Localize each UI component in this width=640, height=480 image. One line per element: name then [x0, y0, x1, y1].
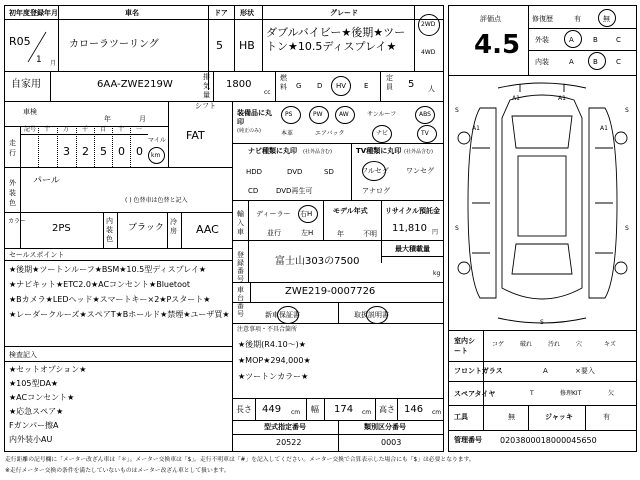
- left-hand: 左H: [301, 229, 314, 237]
- fuel-option-g: G: [296, 82, 302, 90]
- model-code: 6AA-ZWE219W: [97, 79, 173, 90]
- notes-label: 注意事項・不具合箇所: [237, 326, 298, 333]
- room-seat-item: 汚れ: [548, 341, 561, 348]
- fuel-option-d: D: [317, 82, 323, 90]
- repair-no: 無: [603, 15, 610, 23]
- inspector-line: 内外装小AU: [9, 435, 53, 444]
- drive-4wd: 4WD: [421, 49, 436, 56]
- recycle-value: 11,810: [392, 223, 427, 234]
- navi-sd: SD: [324, 168, 334, 176]
- height-label: 高さ: [379, 405, 395, 414]
- diag-label-s-2: S: [625, 107, 629, 114]
- diag-marker-a1-right: A1: [600, 125, 608, 132]
- navi-cd: CD: [248, 187, 259, 195]
- diag-marker-a1-front-left: A1: [512, 95, 520, 102]
- tv-type-label: TV種類に丸印: [356, 147, 402, 155]
- capacity: 5: [408, 79, 415, 90]
- max-load-label: 最大積載量: [395, 245, 430, 253]
- mileage-digit-header: 記号: [24, 126, 37, 133]
- rating-score: 4.5: [474, 30, 521, 60]
- inspector-line: ★応急スペア★: [9, 407, 64, 416]
- diag-label-s-1: S: [455, 107, 459, 114]
- mileage-digit: 2: [82, 145, 89, 158]
- first-reg-month: 1: [36, 55, 42, 65]
- new-car-warranty: 新車保証書: [265, 311, 300, 319]
- capacity-label: 定員: [386, 74, 393, 91]
- navi-hdd: HDD: [246, 168, 263, 176]
- color-code-label: カラー: [8, 218, 27, 225]
- navi-dvd: DVD: [287, 168, 303, 176]
- tv-type-sub: (社外品含む): [404, 149, 433, 155]
- diag-marker-a1-left: A1: [472, 125, 480, 132]
- diag-label-s-4: S: [625, 225, 629, 232]
- equipment-item: AW: [339, 111, 349, 118]
- first-reg-label: 初年度登録年月: [9, 9, 58, 17]
- spare-kit: 修理KIT: [560, 390, 582, 397]
- right-hand: 右H: [300, 210, 313, 218]
- inspector-label: 検査記入: [9, 351, 37, 359]
- inspector-line: ★ACコンセント★: [9, 393, 75, 402]
- jack-label: ジャッキ: [545, 413, 573, 421]
- mileage-digit-header: 十: [44, 126, 51, 133]
- exterior-color-label: 外装色: [9, 179, 16, 207]
- car-name-label: 車名: [125, 9, 139, 17]
- glass-replace: ×要入: [575, 367, 595, 375]
- tv-oneseg: ワンセグ: [406, 167, 434, 175]
- interior-a: A: [569, 58, 574, 66]
- mileage-digit: 5: [100, 145, 107, 158]
- equipment-item: ABS: [419, 111, 431, 118]
- sales-points-label: セールスポイント: [9, 251, 65, 259]
- shift-label: シフト: [195, 102, 216, 110]
- body-type: HB: [239, 39, 255, 52]
- grade-label: グレード: [330, 9, 358, 17]
- interior-b: B: [593, 58, 598, 66]
- equipment-label: 装備品に丸印: [237, 109, 272, 126]
- import-dealer: ディーラー: [256, 210, 291, 218]
- equipment-item: 本革: [281, 130, 294, 137]
- mileage-digit-header: 百: [100, 126, 107, 133]
- sales-point-line: ★レーダークルーズ★スペアT★Bホールド★禁煙★ユーザ買★: [9, 310, 230, 319]
- registration-label: 登録番号: [237, 251, 244, 283]
- repair-label: 修復歴: [532, 15, 553, 23]
- km-label: km: [151, 152, 161, 159]
- front-glass-label: フロントガラス: [454, 367, 503, 375]
- repair-yes: 有: [574, 15, 581, 23]
- inspection-label: 車検: [23, 108, 37, 116]
- equipment-item: TV: [421, 130, 429, 137]
- import-parallel: 並行: [267, 229, 281, 237]
- interior-c: C: [616, 58, 621, 66]
- mile-label: マイル: [148, 137, 166, 144]
- model-year-label: モデル年式: [333, 207, 368, 215]
- equipment-sub: (純正のみ): [237, 128, 261, 134]
- recycle-label: リサイクル預託金: [385, 207, 441, 215]
- fuel-option-hv: HV: [336, 82, 347, 90]
- glass-a: A: [543, 367, 548, 375]
- room-seat-item: コゲ: [492, 341, 505, 348]
- interior-color: ブラック: [128, 223, 164, 233]
- drive-2wd: 2WD: [421, 21, 436, 28]
- interior-rating-label: 内装: [535, 58, 549, 66]
- width-value: 174: [334, 404, 354, 415]
- equipment-item: PS: [285, 111, 293, 118]
- defect-line: ★MOP★294,000★: [238, 356, 311, 365]
- inspector-line: Fガンパー擦A: [9, 421, 59, 430]
- month-unit: 月: [50, 60, 57, 67]
- chassis-label: 車台番号: [237, 286, 244, 318]
- equipment-item: ナビ: [376, 130, 389, 137]
- rating-label: 評価点: [480, 15, 501, 23]
- defect-line: ★ツートンカラー★: [238, 372, 309, 381]
- sales-point-line: ★ナビキット★ETC2.0★ACコンセント★Bluetoot: [9, 280, 190, 289]
- fuel-label: 燃料: [280, 74, 287, 91]
- mgmt-no-label: 管理番号: [454, 436, 482, 444]
- diag-label-s-3: S: [455, 225, 459, 232]
- width-unit: cm: [362, 409, 372, 416]
- room-seat-item: キズ: [604, 341, 616, 348]
- equipment-item: サンルーフ: [367, 111, 397, 118]
- exterior-color: パール: [33, 176, 60, 186]
- spare-none: 欠: [608, 390, 615, 397]
- car-name: カローラツーリング: [69, 39, 159, 50]
- mileage-label: 走行: [9, 139, 16, 157]
- shift-value: FAT: [186, 129, 205, 142]
- door-label: ドア: [214, 9, 228, 17]
- car-body-diagram: [450, 78, 635, 328]
- body-label: 形状: [240, 9, 254, 17]
- exterior-a: A: [569, 36, 574, 44]
- displacement-label: 排気量: [203, 73, 210, 99]
- mileage-digit-header: 一: [136, 126, 143, 133]
- inspector-line: ★セットオプション★: [9, 365, 87, 374]
- door-count: 5: [216, 39, 223, 52]
- height-value: 146: [404, 404, 424, 415]
- displacement-unit: cc: [264, 89, 271, 96]
- navi-type-sub: (社外品含む): [303, 149, 332, 155]
- mileage-digit: 0: [118, 145, 125, 158]
- diag-marker-a1-front-right: A1: [558, 95, 566, 102]
- grade-value: ダブルバイビー★後期★ツートン★10.5ディスプレイ★: [266, 26, 406, 53]
- room-seat-item: 穴: [576, 341, 583, 348]
- length-unit: cm: [291, 409, 301, 416]
- fuel-option-e: E: [364, 82, 369, 90]
- ac-value: AAC: [196, 223, 219, 236]
- mileage-digit-header: 十: [118, 126, 125, 133]
- height-unit: cm: [432, 409, 442, 416]
- spare-t: T: [530, 390, 534, 397]
- mileage-digit: 3: [63, 145, 70, 158]
- manual: 取扱説明書: [354, 311, 389, 319]
- mileage-digit-header: 万: [63, 126, 70, 133]
- width-label: 幅: [311, 405, 319, 414]
- model-year-unknown: 不明: [363, 230, 377, 238]
- length-label: 長さ: [236, 405, 252, 414]
- interior-color-label: 内装色: [106, 217, 113, 243]
- color-code: 2PS: [52, 223, 71, 234]
- exterior-note: ( ) 色替車は色替と記入: [125, 197, 188, 204]
- usage: 自家用: [11, 79, 41, 90]
- max-load-unit: kg: [433, 270, 441, 277]
- type-no-label: 型式指定番号: [264, 423, 306, 431]
- navi-type-label: ナビ種類に丸印: [248, 147, 297, 155]
- equipment-item: エアバック: [315, 130, 345, 137]
- inspection-month: 月: [139, 115, 146, 123]
- equipment-item: PW: [313, 111, 323, 118]
- class-no-label: 類別区分番号: [364, 423, 406, 431]
- diag-label-s-5: S: [540, 319, 544, 326]
- mgmt-no: 0203800018000045650: [500, 436, 597, 445]
- model-year-unit: 年: [337, 230, 344, 238]
- tools-label: 工具: [454, 413, 468, 421]
- mileage-digit: 0: [136, 145, 143, 158]
- import-label: 輸入車: [237, 210, 244, 236]
- inspector-line: ★105型DA★: [9, 379, 59, 388]
- type-no-value: 20522: [276, 438, 302, 447]
- spare-tire-label: スペアタイヤ: [454, 390, 496, 398]
- navi-dvd-play: DVD再生可: [276, 187, 313, 195]
- tv-analog: アナログ: [362, 187, 390, 195]
- tv-fullseg: フルセグ: [361, 167, 389, 175]
- footer-line-1: 走行距離の記号欄に「メーター改ざん車は「＊」。メーター交換車は「$」。走行不明車は「#」を記入してください。メーター交換で合算表示した場合にも「$」は必要となります。: [5, 457, 475, 463]
- displacement: 1800: [226, 79, 252, 90]
- sales-point-line: ★Bカメラ★LEDヘッド★スマートキー×2★Pスタート★: [9, 295, 211, 304]
- recycle-unit: 円: [432, 229, 439, 236]
- chassis-number: ZWE219-0007726: [285, 286, 376, 297]
- defect-line: ★後期(R4.10～)★: [238, 340, 306, 349]
- capacity-unit: 人: [428, 85, 435, 93]
- tools-value: 無: [508, 413, 515, 421]
- room-seat-item: 破れ: [520, 341, 533, 348]
- inspection-year: 年: [104, 115, 111, 123]
- length-value: 449: [262, 404, 282, 415]
- first-reg-year: R05: [9, 35, 31, 48]
- class-no-value: 0003: [381, 438, 402, 447]
- plate-number: 富士山303の7500: [275, 256, 360, 267]
- footer-line-2: ※走行メーター交換の条件を満たしていないものはメーター改ざん車として扱います。: [5, 468, 230, 474]
- exterior-b: B: [593, 36, 598, 44]
- room-seat-label: 室内シート: [454, 337, 475, 355]
- exterior-c: C: [616, 36, 621, 44]
- mileage-digit-header: 千: [82, 126, 89, 133]
- ac-label: 冷房: [170, 218, 177, 235]
- jack-value: 有: [603, 413, 610, 421]
- exterior-rating-label: 外装: [535, 36, 549, 44]
- sales-point-line: ★後期★ツートンルーフ★BSM★10.5型ディスプレイ★: [9, 265, 207, 274]
